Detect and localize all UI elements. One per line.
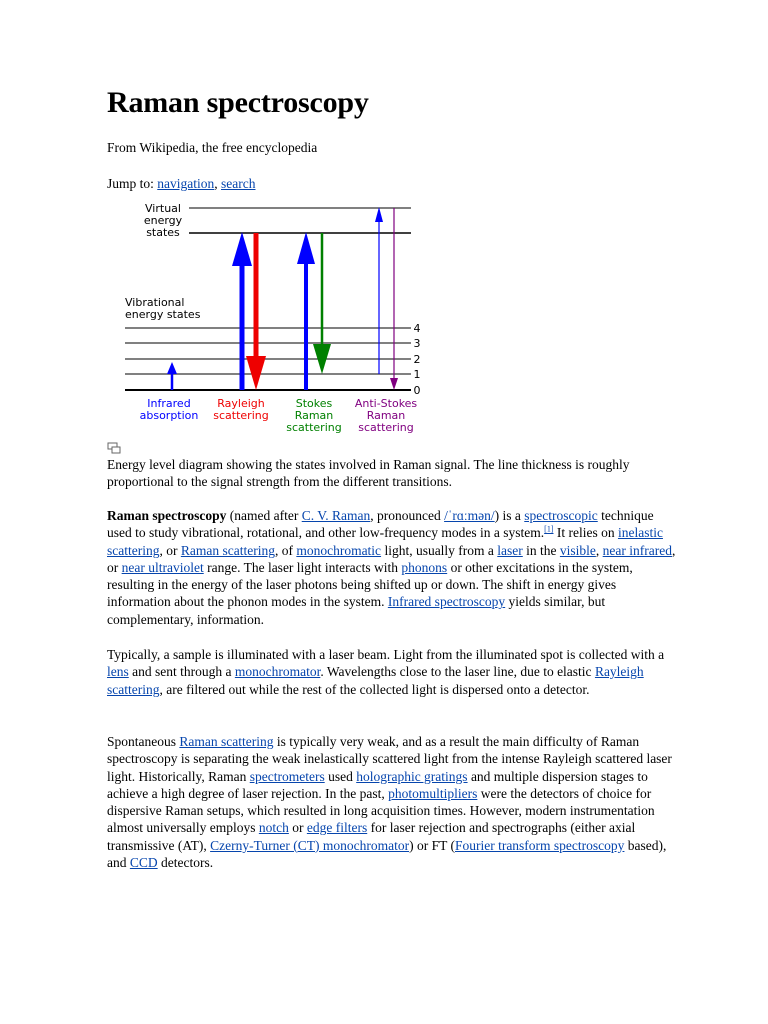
text: were the detectors of choice for dispersive Raman setups, which resulted in long acquisition times. However, modern instrumentation almost universally employs	[107, 785, 655, 836]
level-label-0: 0	[413, 384, 421, 397]
enlarge-icon[interactable]	[107, 442, 121, 454]
link-spectrometers[interactable]: spectrometers	[249, 768, 325, 784]
virtual-states-label-3: states	[146, 226, 180, 239]
link-czerny-turner[interactable]: Czerny-Turner (CT) monochromator	[210, 837, 410, 853]
page-title: Raman spectroscopy	[107, 86, 369, 119]
text: Typically, a sample is illuminated with a laser beam. Light from the illuminated spot is collected with a	[107, 647, 665, 662]
text: , or	[107, 542, 676, 575]
link-visible[interactable]: visible	[559, 542, 596, 558]
anti-stokes-label-1: Anti-Stokes	[354, 397, 418, 410]
text: light, usually from a	[381, 542, 498, 558]
vibrational-label-1: Vibrational	[125, 296, 185, 309]
link-laser[interactable]: laser	[497, 542, 523, 558]
text: based), and	[107, 837, 667, 871]
vibrational-label-2: energy states	[125, 308, 201, 321]
paragraph-setup	[107, 646, 677, 698]
link-near-infrared[interactable]: near infrared	[602, 542, 672, 558]
text: and multiple dispersion stages to achieve a high degree of laser rejection. In the past,	[107, 768, 648, 801]
infrared-label-2: absorption	[139, 409, 199, 422]
paragraph-intro	[107, 507, 677, 628]
energy-level-diagram	[119, 198, 419, 438]
text: detectors.	[157, 855, 214, 871]
jump-separator: ,	[214, 176, 222, 191]
text: yields similar, but complementary, information.	[107, 594, 606, 627]
link-ipa[interactable]: /ˈrɑːmən/	[444, 508, 495, 523]
text: , are filtered out while the rest of the collected light is dispersed onto a detector.	[159, 681, 590, 697]
rayleigh-label-2: scattering	[213, 409, 269, 422]
rayleigh-up-arrow-head	[232, 232, 252, 266]
stokes-label-3: scattering	[286, 421, 342, 434]
navigation-link[interactable]: navigation	[157, 176, 215, 191]
text: It relies on	[553, 525, 618, 541]
link-near-ultraviolet[interactable]: near ultraviolet	[121, 559, 204, 575]
link-raman-scattering[interactable]: Raman scattering	[180, 542, 275, 558]
text: in the	[522, 542, 560, 558]
text: ,	[595, 542, 603, 558]
level-label-1: 1	[413, 368, 421, 381]
level-label-3: 3	[413, 337, 421, 350]
link-raman-scattering-2[interactable]: Raman scattering	[179, 734, 274, 749]
text: or other excitations in the system, resulting in the energy of the laser photons being shifted up or down. The shift in energy gives information about the phonon modes in the system.	[107, 559, 633, 610]
text: technique used to study vibrational, rotational, and other low-frequency modes in a system.	[107, 508, 654, 541]
text: , pronounced	[370, 508, 445, 523]
text: used	[324, 768, 357, 784]
anti-stokes-label-2: Raman	[366, 409, 406, 422]
link-photomultipliers[interactable]: photomultipliers	[388, 785, 478, 801]
text: , of	[274, 542, 297, 558]
link-lens[interactable]: lens	[107, 664, 129, 680]
link-monochromatic[interactable]: monochromatic	[296, 542, 382, 558]
site-tagline: From Wikipedia, the free encyclopedia	[107, 140, 318, 155]
text: and sent through a	[128, 664, 235, 680]
search-link[interactable]: search	[221, 176, 256, 191]
link-monochromator[interactable]: monochromator	[234, 664, 321, 680]
reference-1[interactable]: [1]	[544, 524, 554, 534]
link-fourier-transform-spectroscopy[interactable]: Fourier transform spectroscopy	[454, 837, 625, 853]
link-phonons[interactable]: phonons	[401, 559, 448, 575]
paragraph-instrumentation	[107, 733, 677, 871]
text: range. The laser light interacts with	[203, 559, 402, 575]
text: is typically very weak, and as a result the main difficulty of Raman spectroscopy is separating the weak inelastically scattered light from the intense Rayleigh scattered laser light. Historically, Raman	[107, 734, 672, 784]
link-ccd[interactable]: CCD	[129, 855, 158, 871]
link-holographic-gratings[interactable]: holographic gratings	[356, 768, 468, 784]
level-label-4: 4	[413, 322, 421, 335]
term-bold: Raman spectroscopy	[107, 508, 227, 523]
link-rayleigh-scattering[interactable]: Rayleigh scattering	[107, 664, 644, 697]
link-infrared-spectroscopy[interactable]: Infrared spectroscopy	[387, 594, 506, 610]
text: . Wavelengths close to the laser line, due to elastic	[320, 664, 595, 680]
text: ) or FT (	[409, 837, 455, 853]
virtual-states-label-2: energy	[143, 214, 183, 227]
text: ) is a	[494, 508, 525, 523]
link-cv-raman[interactable]: C. V. Raman	[301, 508, 371, 523]
link-inelastic-scattering[interactable]: inelastic scattering	[107, 525, 663, 558]
link-edge-filters[interactable]: edge filters	[306, 820, 368, 836]
anti-stokes-down-arrow-head	[390, 378, 398, 390]
text: for laser rejection and spectrographs (either axial transmissive (AT),	[107, 820, 636, 853]
stokes-label-1: Stokes	[295, 397, 333, 410]
text: (named after	[226, 508, 302, 523]
text: or	[288, 820, 307, 836]
rayleigh-down-arrow-head	[246, 356, 266, 390]
infrared-label-1: Infrared	[147, 397, 191, 410]
text: Spontaneous	[107, 734, 180, 749]
rayleigh-label-1: Rayleigh	[217, 397, 265, 410]
link-spectroscopic[interactable]: spectroscopic	[524, 508, 598, 523]
virtual-states-label-1: Virtual	[145, 202, 181, 215]
jump-to-links	[107, 176, 256, 192]
jump-prefix: Jump to:	[107, 176, 158, 191]
figure-caption: Energy level diagram showing the states involved in Raman signal. The line thickness is roughly proportional to the signal strength from the different transitions.	[107, 457, 630, 490]
infrared-arrow-head	[167, 362, 177, 374]
text: , or	[159, 542, 181, 558]
stokes-label-2: Raman	[294, 409, 334, 422]
link-notch[interactable]: notch	[258, 820, 289, 836]
anti-stokes-label-3: scattering	[358, 421, 414, 434]
stokes-up-arrow-head	[297, 232, 315, 264]
level-label-2: 2	[413, 353, 421, 366]
anti-stokes-up-arrow-head	[375, 207, 383, 222]
